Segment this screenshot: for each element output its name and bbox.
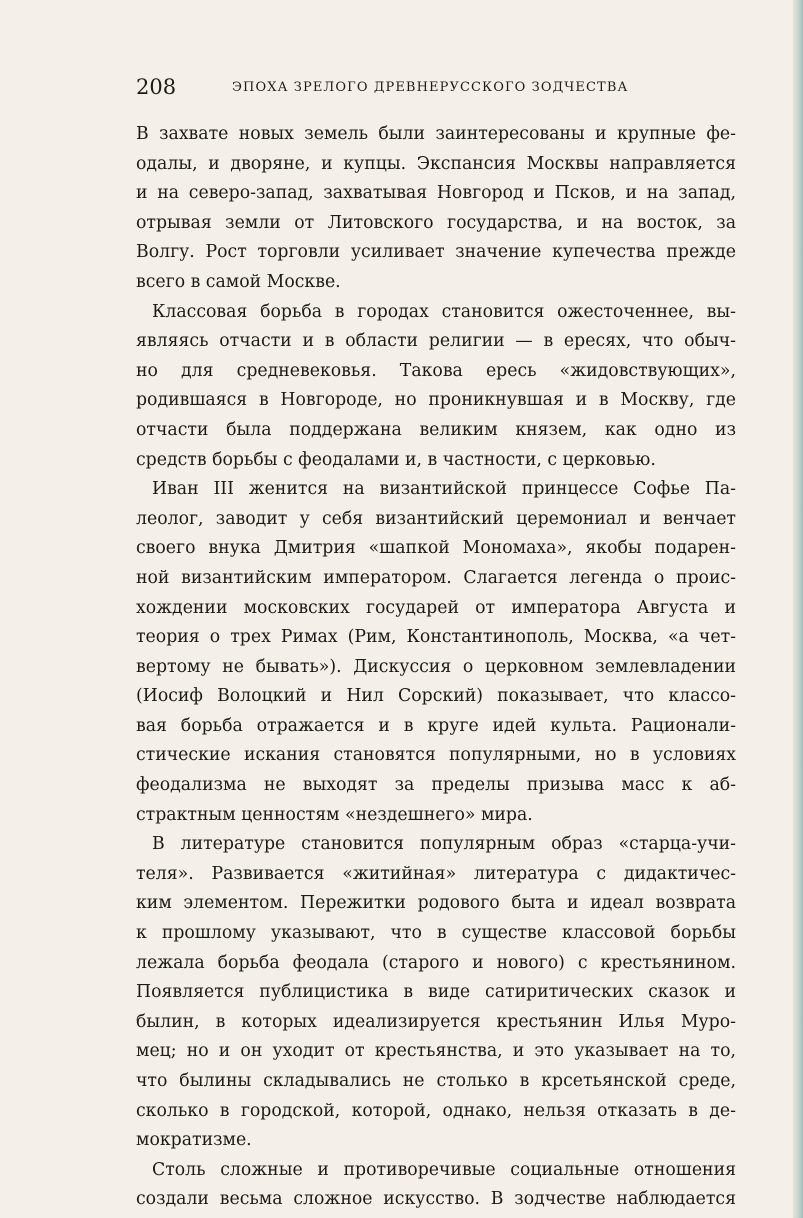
page-number: 208 (136, 75, 177, 99)
text-line: отрывая земли от Литовского государства, и на восток, за (136, 212, 736, 233)
body-text (136, 120, 736, 1215)
text-line: вертому не бывать»). Дискуссия о церковном землевладении (136, 656, 736, 677)
text-line: что былины складывались не столько в крсетьянской среде, (136, 1071, 736, 1091)
text-line: лежала борьба феодала (старого и нового) с крестьянином. (136, 952, 736, 973)
text-line: ким элементом. Пережитки родового быта и идеал возврата (136, 893, 736, 914)
text-line: В захвате новых земель были заинтересованы и крупные фе- (136, 124, 736, 144)
text-line: феодализма не выходят за пределы призыва масс к аб- (136, 775, 736, 796)
text-line: Иван III женится на византийской принцессе Софье Па- (152, 479, 736, 500)
running-title: ЭПОХА ЗРЕЛОГО ДРЕВНЕРУССКОГО ЗОДЧЕСТВА (232, 80, 629, 95)
text-line: своего внука Дмитрия «шапкой Мономаха», якобы подарен- (136, 538, 736, 559)
text-line: вая борьба отражается и в круге идей культа. Рационали- (136, 715, 736, 736)
text-line: мократизме. (136, 1130, 252, 1151)
text-line: страктным ценностям «нездешнего» мира. (136, 804, 533, 825)
text-line: к прошлому указывают, что в существе классовой борьбы (136, 923, 736, 944)
text-line: сколько в городской, которой, однако, нельзя отказать в де- (136, 1100, 736, 1121)
text-line: теля». Развивается «житийная» литература с дидактичес- (136, 863, 736, 884)
text-line: и на северо-запад, захватывая Новгород и Псков, и на запад, (136, 183, 736, 204)
text-line: стические искания становятся популярными, но в условиях (136, 745, 736, 766)
text-line: Классовая борьба в городах становится ожесточеннее, вы- (152, 301, 736, 322)
text-line: средств борьбы с феодалами и, в частности, с церковью. (136, 449, 656, 470)
text-line: хождении московских государей от императора Августа и (136, 597, 736, 618)
text-line: Появляется публицистика в виде сатиритических сказок и (136, 982, 736, 1003)
text-line: мец; но и он уходит от крестьянства, и это указывает на то, (136, 1041, 736, 1062)
text-line: ной византийским императором. Слагается легенда о проис- (136, 567, 736, 588)
text-line: всего в самой Москве. (136, 271, 341, 292)
text-line: теория о трех Римах (Рим, Константинополь, Москва, «а чет- (136, 627, 736, 648)
text-line: (Иосиф Волоцкий и Нил Сорский) показывает, что классо- (136, 686, 736, 707)
text-line: Столь сложные и противоречивые социальные отношения (152, 1159, 736, 1180)
text-line: одалы, и дворяне, и купцы. Экспансия Москвы направляется (136, 153, 736, 174)
text-line: являясь отчасти и в области религии — в ересях, что обыч- (136, 331, 736, 352)
text-line: родившаяся в Новгороде, но проникнувшая и в Москву, где (136, 390, 736, 411)
text-line: леолог, заводит у себя византийский церемониал и венчает (136, 508, 736, 529)
text-line: создали весьма сложное искусство. В зодчестве наблюдается (136, 1189, 736, 1210)
text-line: Волгу. Рост торговли усиливает значение купечества прежде (136, 242, 736, 263)
text-line: отчасти была поддержана великим князем, как одно из (136, 419, 736, 440)
text-line: но для средневековья. Такова ересь «жидовствующих», (136, 360, 736, 381)
page-edge (793, 0, 803, 1218)
running-head (136, 72, 734, 102)
text-line: былин, в которых идеализируется крестьянин Илья Муро- (136, 1011, 736, 1032)
text-line: В литературе становится популярным образ «старца-учи- (152, 834, 736, 855)
